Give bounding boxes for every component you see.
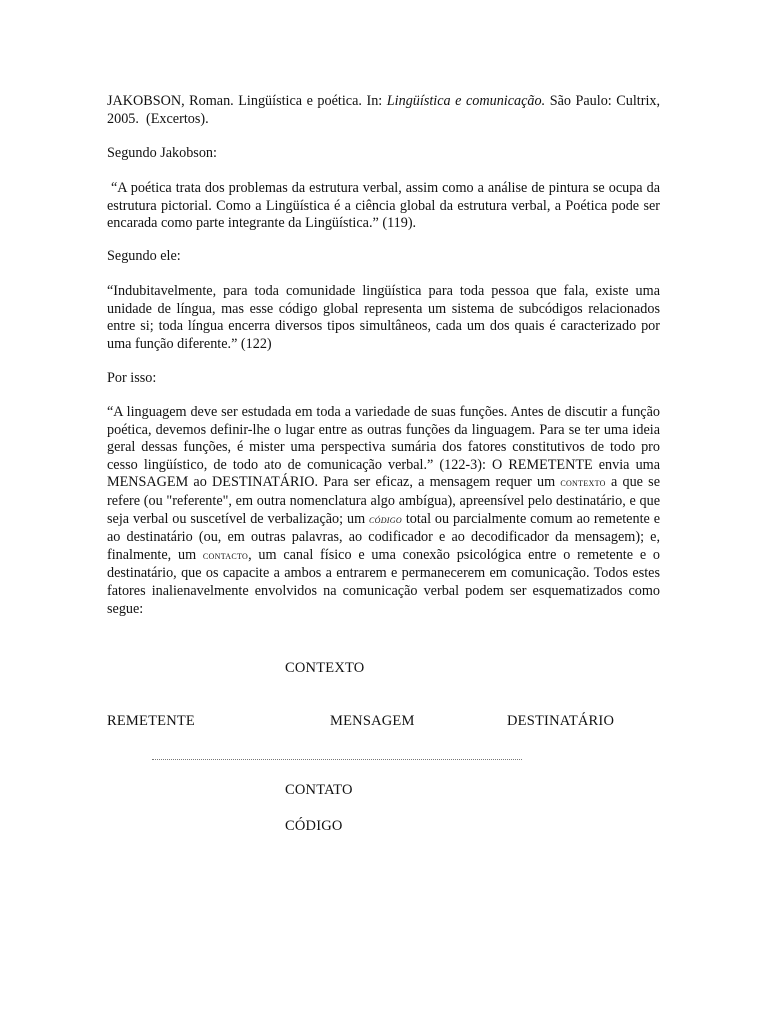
quote-paragraph-3 xyxy=(107,404,660,618)
diagram-dotted-line xyxy=(152,759,522,760)
intro-paragraph-2: Segundo ele: xyxy=(107,248,181,264)
contexto-term: contexto xyxy=(560,477,606,490)
intro-paragraph-1: Segundo Jakobson: xyxy=(107,145,217,161)
diagram-codigo: CÓDIGO xyxy=(285,818,343,834)
quote-3-part-1: “A linguagem deve ser estudada em toda a variedade de suas funções. Antes de discutir a função poética, devemos definir-lhe o lugar entre as outras funções da linguagem. Para se ter uma ideia geral dessas funções, é mister uma perspectiva sumária dos fatores constitutivos de todo pro cesso lingüístico, de todo ato de comunicação verbal.” (122-3): O REMETENTE envia uma MENSAGEM ao DESTINATÁRIO. Para ser eficaz, a mensagem requer um xyxy=(107,404,660,491)
diagram-remetente: REMETENTE xyxy=(107,713,195,729)
reference-note: (Excertos). xyxy=(146,110,209,127)
reference-publisher: Cultrix, 2005. xyxy=(107,93,661,127)
contacto-term: contacto xyxy=(202,549,249,562)
quote-paragraph-1: “A poética trata dos problemas da estrutura verbal, assim como a análise de pintura se ocupa da estrutura pictorial. Como a Lingüística é a ciência global da estrutura verbal, a Poética pode ser encarada como parte integrante da Lingüística.” (119). xyxy=(107,180,660,232)
diagram-contato: CONTATO xyxy=(285,782,353,798)
diagram-contexto: CONTEXTO xyxy=(285,660,365,676)
quote-paragraph-2: “Indubitavelmente, para toda comunidade lingüística para toda pessoa que fala, existe uma unidade de língua, mas esse código global representa um sistema de subcódigos relacionados entre si; toda língua encerra diversos tipos simultâneos, cada um dos quais é caracterizado por uma função diferente.” (122) xyxy=(107,283,660,352)
diagram-mensagem: MENSAGEM xyxy=(330,713,415,729)
bibliographic-reference xyxy=(107,93,660,128)
quote-3-part-2: a que se refere (ou "referente", em outra nomenclatura algo ambígua), apreensível pelo destinatário, e que seja verbal ou suscetível de verbalização; um xyxy=(107,474,661,527)
diagram-destinatario: DESTINATÁRIO xyxy=(507,713,615,729)
codigo-term: código xyxy=(369,513,402,526)
reference-book: Lingüística e comunicação. xyxy=(386,93,546,109)
quote-3-part-4: , um canal físico e uma conexão psicológica entre o remetente e o destinatário, que os capacite a ambos a entrarem e permanecerem em comunicação. Todos estes fatores inalienavelmente envolvidos na comunicação verbal podem ser esquematizados como segue: xyxy=(107,546,660,617)
reference-place: São Paulo: xyxy=(549,93,612,109)
reference-in: In: xyxy=(366,93,383,109)
reference-title: Lingüística e poética. xyxy=(238,93,362,109)
reference-authors: JAKOBSON, Roman. xyxy=(107,93,234,109)
quote-3-part-3: total ou parcialmente comum ao remetente e ao destinatário (ou, em outras palavras, ao codificador e ao decodificador da mensagem); e, finalmente, um xyxy=(107,510,660,563)
intro-paragraph-3: Por isso: xyxy=(107,370,157,386)
